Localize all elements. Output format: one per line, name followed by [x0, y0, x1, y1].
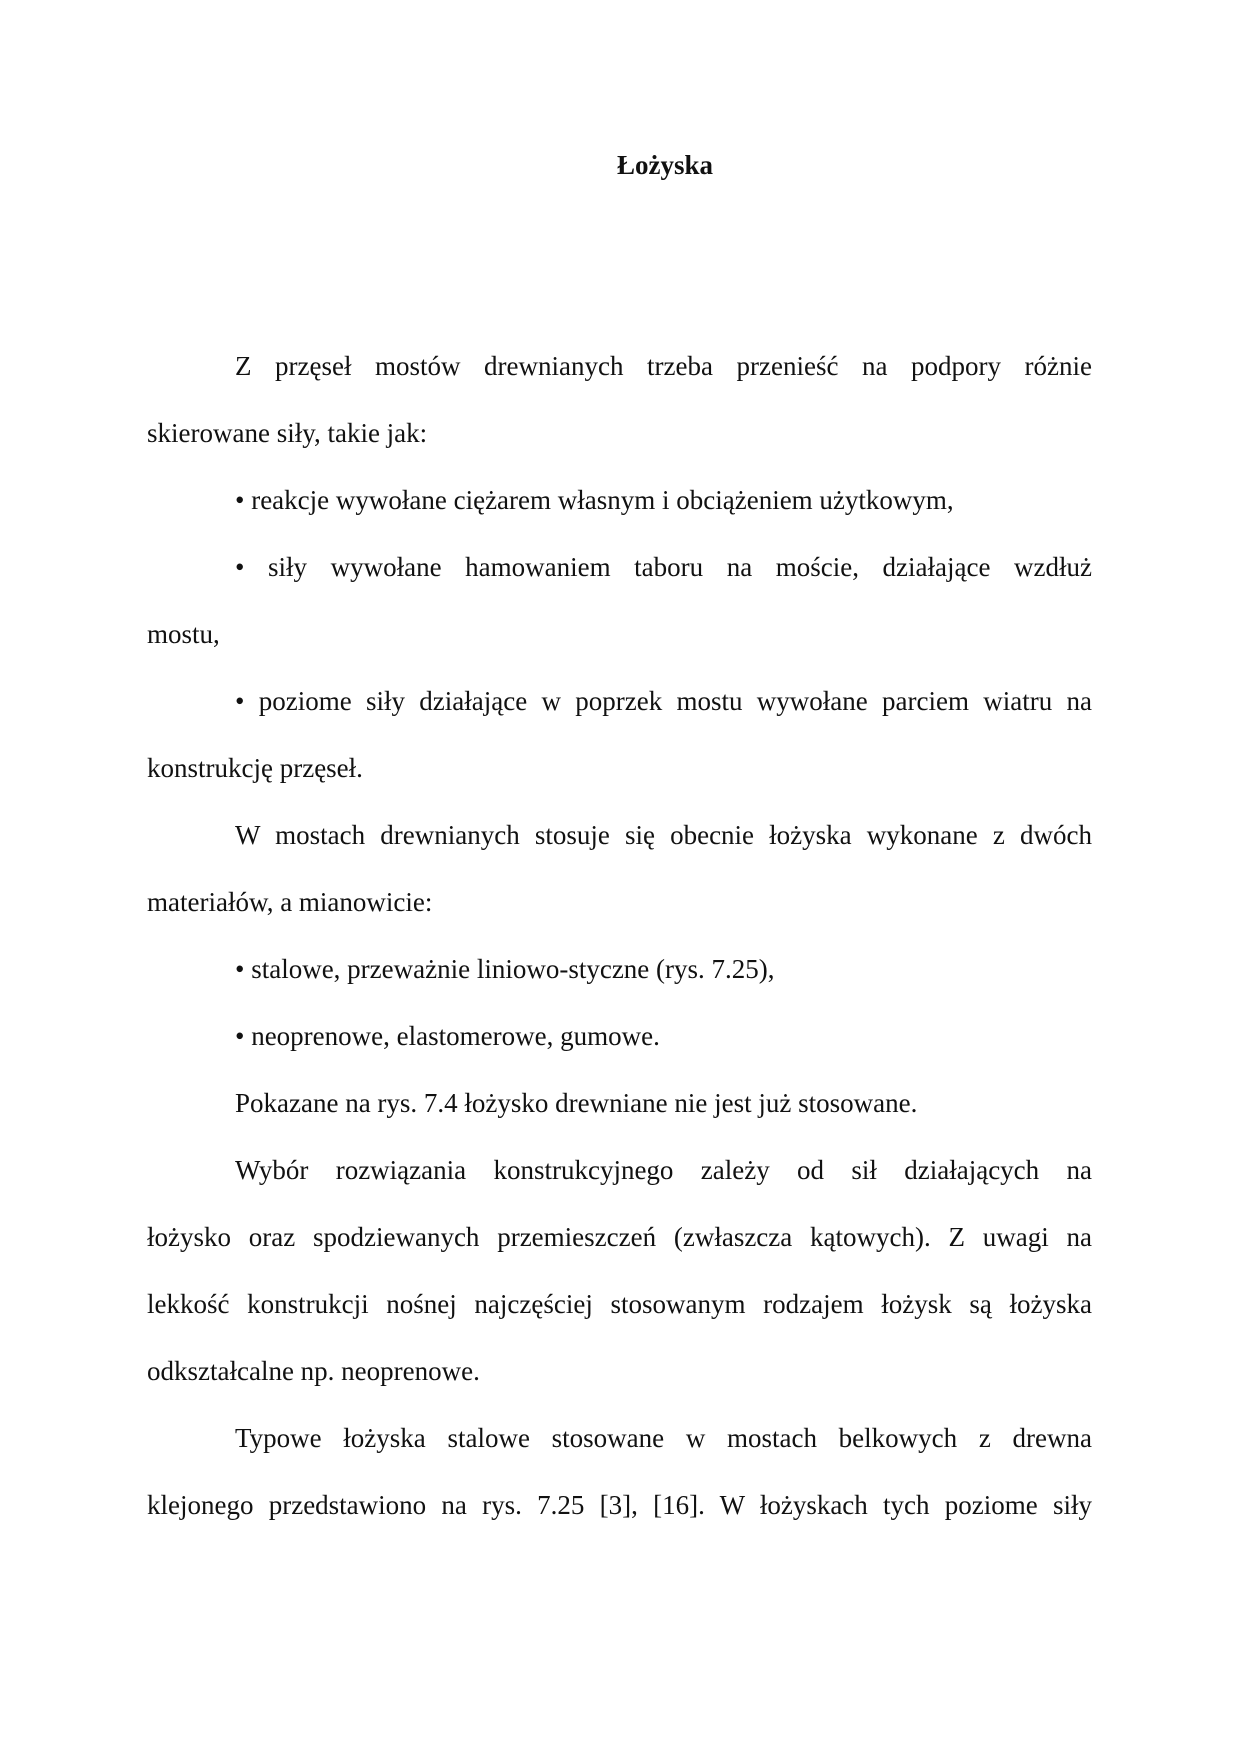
bullet-item: • siły wywołane hamowaniem taboru na moście, działające wzdłuż	[235, 552, 1092, 582]
bullet-item: • reakcje wywołane ciężarem własnym i obciążeniem użytkowym,	[235, 485, 954, 515]
text-line: W mostach drewnianych stosuje się obecnie łożyska wykonane z dwóch	[235, 820, 1092, 850]
text-line: Typowe łożyska stalowe stosowane w mostach belkowych z drewna	[235, 1423, 1092, 1453]
text-line: mostu,	[147, 619, 220, 649]
text-line: Wybór rozwiązania konstrukcyjnego zależy od sił działających na	[235, 1155, 1092, 1185]
text-line: klejonego przedstawiono na rys. 7.25 [3], [16]. W łożyskach tych poziome siły	[147, 1490, 1092, 1520]
text-line: skierowane siły, takie jak:	[147, 418, 428, 448]
bullet-item: • stalowe, przeważnie liniowo-styczne (rys. 7.25),	[235, 954, 775, 984]
text-line: materiałów, a mianowicie:	[147, 887, 433, 917]
bullet-item: • neoprenowe, elastomerowe, gumowe.	[235, 1021, 660, 1051]
text-line: konstrukcję przęseł.	[147, 753, 363, 783]
text-line: lekkość konstrukcji nośnej najczęściej stosowanym rodzajem łożysk są łożyska	[147, 1289, 1092, 1319]
text-line: odkształcalne np. neoprenowe.	[147, 1356, 480, 1386]
text-line: Pokazane na rys. 7.4 łożysko drewniane nie jest już stosowane.	[235, 1088, 918, 1118]
bullet-item: • poziome siły działające w poprzek mostu wywołane parciem wiatru na	[235, 686, 1092, 716]
page-title: Łożyska	[616, 150, 714, 180]
text-line: Z przęseł mostów drewnianych trzeba przenieść na podpory różnie	[235, 351, 1092, 381]
text-line: łożysko oraz spodziewanych przemieszczeń (zwłaszcza kątowych). Z uwagi na	[147, 1222, 1092, 1252]
